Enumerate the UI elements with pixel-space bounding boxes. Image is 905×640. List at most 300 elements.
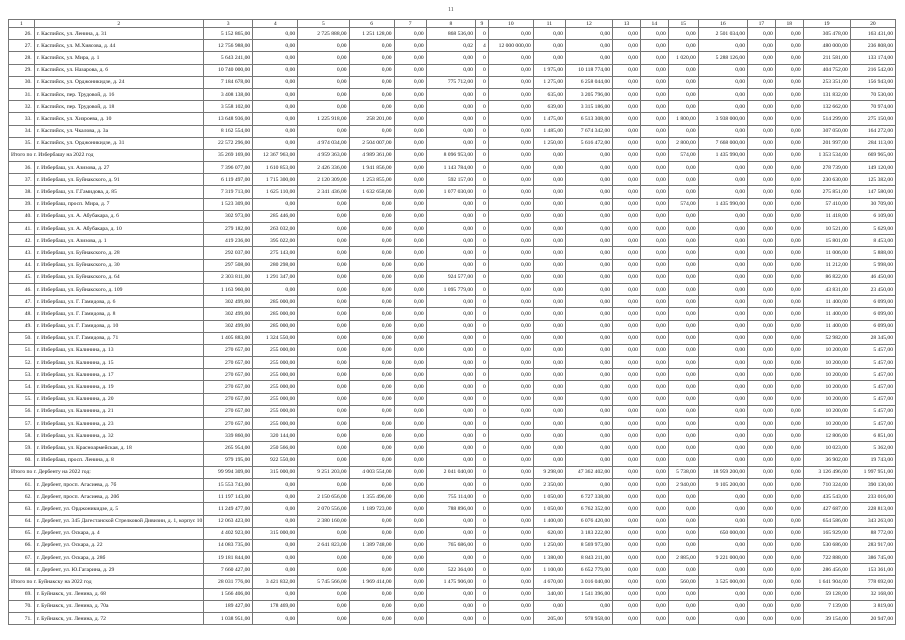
table-cell: 2 426 336,00 [298,162,349,174]
address-cell: г. Избербаш, ул. Буйнакского, д. 64 [34,271,203,283]
table-cell: 1 189 723,00 [349,503,394,515]
table-cell: 0,00 [298,564,349,576]
table-cell: 0 [475,76,488,88]
table-cell: 0,00 [640,539,668,551]
table-cell: 0,00 [698,393,747,405]
address-cell: г. Избербаш, ул. А. Абубакара, д. 6 [34,210,203,222]
table-cell: 0,00 [349,296,394,308]
table-cell: 0,00 [748,52,776,64]
table-cell: 28 345,00 [850,332,895,344]
table-cell: 0,00 [253,503,298,515]
address-cell: г. Избербаш, ул. Калинина, д. 32 [34,430,203,442]
table-cell: 0,00 [640,588,668,600]
table-cell: 0,00 [565,405,612,417]
table-cell: 0,00 [394,600,426,612]
table-cell: 0,00 [613,442,641,454]
table-cell: 0,00 [394,613,426,625]
address-cell: г. Избербаш, ул. Буйнакского, д. 109 [34,283,203,295]
table-cell: 165 929,00 [803,527,850,539]
table-cell: 0,00 [640,52,668,64]
table-cell: 0,00 [426,600,475,612]
table-cell: 0,00 [298,76,349,88]
table-cell: 8 569 973,00 [565,539,612,551]
table-cell: 0,00 [775,564,803,576]
table-cell: 0,00 [253,64,298,76]
table-cell: 0,00 [298,369,349,381]
table-cell: 4 959 363,00 [298,149,349,161]
table-cell: 0,00 [253,613,298,625]
table-cell: 57 410,00 [803,198,850,210]
column-number: 18 [775,20,803,28]
table-cell: 0,00 [488,466,533,478]
table-cell: 275 150,00 [850,113,895,125]
table-cell: 5 457,00 [850,393,895,405]
subtotal-label: Итого по г. Избербашу на 2022 год [9,149,204,161]
table-cell: 0 [475,576,488,588]
row-number: 62. [9,491,35,503]
table-cell: 0,00 [488,235,533,247]
table-cell: 1 353 534,00 [803,149,850,161]
table-cell: 0,00 [426,332,475,344]
table-cell: 0,00 [698,515,747,527]
table-cell: 0,00 [488,369,533,381]
table-cell: 0,00 [613,393,641,405]
table-cell: 0 [475,503,488,515]
table-cell: 149 120,00 [850,162,895,174]
address-cell: г. Каспийск, ул. Ленина, д. 31 [34,28,203,40]
table-cell: 0,00 [349,405,394,417]
table-row [9,235,896,247]
table-cell: 5 457,00 [850,405,895,417]
table-cell: 340,00 [533,588,565,600]
table-cell: 0 [475,113,488,125]
table-cell: 0 [475,247,488,259]
address-cell: г. Избербаш, ул. Азизова, д. 1 [34,235,203,247]
table-cell: 0,00 [775,478,803,490]
row-number: 65. [9,527,35,539]
table-cell: 0,00 [613,613,641,625]
table-cell: 0 [475,442,488,454]
table-cell: 270 657,00 [203,381,252,393]
table-cell: 0,00 [640,357,668,369]
table-cell: 0,00 [775,113,803,125]
table-cell: 0,00 [698,332,747,344]
row-number: 29. [9,64,35,76]
table-cell: 1 050,00 [533,503,565,515]
table-cell: 0,00 [565,186,612,198]
row-number: 35. [9,137,35,149]
table-cell: 0,00 [640,223,668,235]
table-cell: 0,00 [565,149,612,161]
table-cell: 0,00 [426,259,475,271]
table-cell: 0,00 [394,381,426,393]
table-cell: 255 000,00 [253,418,298,430]
table-cell: 0,00 [349,40,394,52]
table-cell: 13 648 936,00 [203,113,252,125]
table-cell: 0,00 [668,515,698,527]
table-row [9,442,896,454]
table-cell: 788 896,00 [426,503,475,515]
table-cell: 35 269 169,00 [203,149,252,161]
table-cell: 0,00 [748,588,776,600]
table-cell: 0,00 [394,271,426,283]
table-cell: 0,00 [565,344,612,356]
table-cell: 0,00 [533,52,565,64]
table-cell: 0,00 [394,198,426,210]
table-cell: 0,00 [775,381,803,393]
table-cell: 574,00 [668,149,698,161]
table-cell: 0,00 [394,478,426,490]
table-cell: 0,00 [394,88,426,100]
table-cell: 0,00 [426,515,475,527]
table-cell: 263 032,00 [253,223,298,235]
table-cell: 1 475 906,00 [426,576,475,588]
column-number: 9 [475,20,488,28]
table-cell: 0,00 [349,198,394,210]
table-cell: 270 657,00 [203,369,252,381]
table-cell: 4 402 923,00 [203,527,252,539]
table-cell: 0,00 [640,101,668,113]
column-number: 2 [34,20,203,28]
table-cell: 0,00 [426,64,475,76]
table-row [9,430,896,442]
table-cell: 0,00 [775,88,803,100]
table-cell: 0,00 [298,64,349,76]
table-cell: 0,00 [775,247,803,259]
table-cell: 0,00 [613,76,641,88]
row-number: 39. [9,198,35,210]
table-cell: 0,00 [775,308,803,320]
table-cell: 0,00 [565,271,612,283]
table-cell: 0,00 [668,405,698,417]
address-cell: г. Дербент, ул. 345 Дагестанской Стрелковой Дивизии, д. 1, корпус 10 [34,515,203,527]
row-number: 38. [9,186,35,198]
table-cell: 0,00 [488,613,533,625]
table-cell: 0,00 [426,52,475,64]
table-row [9,515,896,527]
table-cell: 0,00 [748,296,776,308]
table-cell: 0,00 [698,539,747,551]
table-row [9,564,896,576]
table-cell: 6 099,00 [850,296,895,308]
table-cell: 0,00 [698,503,747,515]
address-cell: г. Избербаш, ул. Калинина, д. 20 [34,393,203,405]
table-cell: 0,00 [640,613,668,625]
table-cell: 0,00 [426,198,475,210]
row-number: 58. [9,430,35,442]
table-cell: 1 975,00 [533,64,565,76]
table-cell: 6 119 497,00 [203,174,252,186]
row-number: 43. [9,247,35,259]
table-cell: 0,00 [748,527,776,539]
table-cell: 0,00 [533,308,565,320]
table-cell: 0,00 [488,430,533,442]
table-row [9,491,896,503]
table-cell: 1 566 406,00 [203,588,252,600]
row-number: 28. [9,52,35,64]
table-cell: 0,00 [488,259,533,271]
table-cell: 0,00 [613,296,641,308]
table-cell: 0,00 [488,113,533,125]
table-cell: 0,00 [698,174,747,186]
table-cell: 0,00 [775,28,803,40]
table-cell: 0,00 [775,64,803,76]
table-cell: 0,00 [565,283,612,295]
table-cell: 0,00 [488,332,533,344]
column-number: 13 [613,20,641,28]
table-row [9,174,896,186]
table-cell: 0,00 [394,223,426,235]
address-cell: г. Буйнакск, ул. Ленина, д. 68 [34,588,203,600]
column-number: 7 [394,20,426,28]
table-cell: 6 258 044,00 [565,76,612,88]
address-cell: г. Избербаш, ул. Калинина, д. 13 [34,344,203,356]
address-cell: г. Каспийск, ул. М.Хиясова, д. 44 [34,40,203,52]
table-row [9,186,896,198]
table-cell: 0,00 [394,40,426,52]
table-cell: 0,00 [349,88,394,100]
column-number: 3 [203,20,252,28]
table-cell: 404 752,00 [803,64,850,76]
table-cell: 0,00 [748,478,776,490]
table-cell: 0 [475,162,488,174]
table-cell: 0,00 [565,28,612,40]
table-cell: 0,00 [533,247,565,259]
table-cell: 0,00 [613,235,641,247]
table-cell: 0,00 [613,320,641,332]
table-cell: 0,00 [488,137,533,149]
table-cell: 0,00 [775,503,803,515]
table-cell: 7 674 342,00 [565,125,612,137]
table-cell: 0,00 [775,357,803,369]
table-cell: 0 [475,320,488,332]
row-number: 48. [9,308,35,320]
table-cell: 6 076 420,00 [565,515,612,527]
table-cell: 0,00 [253,125,298,137]
table-cell: 0,00 [394,332,426,344]
table-cell: 5 288 126,00 [698,52,747,64]
table-cell: 153 361,00 [850,564,895,576]
table-cell: 253 351,00 [803,76,850,88]
table-cell: 979 195,00 [203,454,252,466]
table-cell: 0,00 [613,369,641,381]
table-cell: 0 [475,137,488,149]
table-cell: 639,00 [533,101,565,113]
table-cell: 164 272,00 [850,125,895,137]
table-cell: 0,00 [775,296,803,308]
table-cell: 15 553 743,00 [203,478,252,490]
table-row [9,332,896,344]
table-cell: 0,00 [613,137,641,149]
row-number: 34. [9,125,35,137]
table-cell: 0 [475,198,488,210]
table-cell: 0,00 [640,76,668,88]
table-cell: 0,00 [613,588,641,600]
table-cell: 0,00 [394,259,426,271]
table-cell: 0,00 [613,198,641,210]
table-cell: 4 670,00 [533,576,565,588]
table-cell: 0,00 [668,40,698,52]
table-cell: 0,00 [668,88,698,100]
table-cell: 0,00 [748,223,776,235]
table-cell: 0,00 [698,64,747,76]
table-cell: 0,00 [533,174,565,186]
table-cell: 775 712,00 [426,76,475,88]
table-cell: 0,00 [298,271,349,283]
table-cell: 0,00 [488,405,533,417]
table-cell: 0 [475,28,488,40]
table-cell: 0,00 [533,223,565,235]
table-cell: 5 745 566,00 [298,576,349,588]
table-cell: 0,00 [349,515,394,527]
table-cell: 0,00 [298,210,349,222]
table-cell: 1 100,00 [533,564,565,576]
table-cell: 0 [475,174,488,186]
table-cell: 15 801,00 [803,235,850,247]
table-cell: 0,00 [640,88,668,100]
table-row [9,296,896,308]
table-cell: 43 831,00 [803,283,850,295]
table-cell: 0,00 [253,137,298,149]
table-row [9,369,896,381]
table-cell: 0,00 [533,235,565,247]
table-row [9,393,896,405]
table-cell: 0,00 [748,271,776,283]
table-cell: 6 762 352,00 [565,503,612,515]
table-cell: 5 457,00 [850,344,895,356]
row-number: 47. [9,296,35,308]
table-cell: 0,00 [533,600,565,612]
table-cell: 1 225 918,00 [298,113,349,125]
table-cell: 285 000,00 [253,308,298,320]
table-cell: 0,00 [349,259,394,271]
table-cell: 0,00 [698,454,747,466]
table-cell: 419 236,00 [203,235,252,247]
table-cell: 9 221 000,00 [698,552,747,564]
table-cell: 10 200,00 [803,369,850,381]
address-cell: г. Избербаш, ул. Буйнакского, д. 91 [34,174,203,186]
column-number: 10 [488,20,533,28]
table-cell: 0,00 [349,393,394,405]
table-cell: 0,00 [668,442,698,454]
address-cell: г. Каспийск, ул. Мира, д. 1 [34,52,203,64]
table-cell: 0,00 [488,149,533,161]
table-cell: 480 000,00 [803,40,850,52]
table-cell: 0,00 [565,442,612,454]
table-cell: 0,00 [298,454,349,466]
table-cell: 0,00 [775,332,803,344]
table-cell: 0,00 [640,283,668,295]
row-number: 27. [9,40,35,52]
table-cell: 0,00 [488,283,533,295]
table-cell: 0,00 [349,357,394,369]
table-cell: 0,00 [488,503,533,515]
table-cell: 211 581,00 [803,52,850,64]
table-cell: 0,00 [488,308,533,320]
table-cell: 0,00 [426,405,475,417]
table-cell: 0,00 [748,198,776,210]
table-cell: 0,00 [613,381,641,393]
table-cell: 0,00 [426,527,475,539]
table-cell: 0,00 [775,454,803,466]
table-cell: 0,00 [775,271,803,283]
table-cell: 285 000,00 [253,320,298,332]
table-cell: 0,00 [394,564,426,576]
table-cell: 710 324,00 [803,478,850,490]
row-number: 53. [9,369,35,381]
table-cell: 0,00 [640,186,668,198]
table-cell: 0,00 [426,478,475,490]
table-cell: 0,00 [426,588,475,600]
table-cell: 1 405 883,00 [203,332,252,344]
table-cell: 0,00 [748,101,776,113]
table-cell: 0,00 [565,40,612,52]
table-row [9,259,896,271]
column-number: 16 [698,20,747,28]
table-cell: 0,00 [488,588,533,600]
table-cell: 22 572 296,00 [203,137,252,149]
table-cell: 1 435 990,00 [698,149,747,161]
column-number: 5 [298,20,349,28]
table-cell: 0,00 [565,247,612,259]
table-cell: 0,00 [426,613,475,625]
table-cell: 11 006,00 [803,247,850,259]
table-cell: 0,00 [488,527,533,539]
table-cell: 0,00 [748,564,776,576]
table-cell: 0,00 [533,369,565,381]
table-cell: 0 [475,418,488,430]
table-cell: 0,00 [488,28,533,40]
table-cell: 147 580,00 [850,186,895,198]
table-cell: 0,00 [668,210,698,222]
address-cell: г. Избербаш, ул. Буйнакского, д. 30 [34,259,203,271]
table-cell: 0,00 [394,503,426,515]
table-cell: 0,00 [349,564,394,576]
table-row [9,344,896,356]
table-cell: 0,00 [613,186,641,198]
row-number: 33. [9,113,35,125]
table-row [9,40,896,52]
table-cell: 0,00 [533,320,565,332]
table-cell: 0,00 [613,271,641,283]
table-cell: 0,00 [775,613,803,625]
table-cell: 0,00 [698,296,747,308]
table-cell: 0,00 [426,320,475,332]
row-number: 52. [9,357,35,369]
table-cell: 0,00 [394,113,426,125]
row-number: 56. [9,405,35,417]
table-cell: 0,00 [640,344,668,356]
table-cell: 0,00 [426,430,475,442]
table-cell: 343 263,00 [850,515,895,527]
column-number: 15 [668,20,698,28]
table-cell: 1 715 300,00 [253,174,298,186]
table-cell: 255 000,00 [253,405,298,417]
table-cell: 0,00 [298,442,349,454]
column-number: 8 [426,20,475,28]
table-cell: 1 250,00 [533,137,565,149]
table-cell: 978 958,00 [565,613,612,625]
table-cell: 7 184 678,00 [203,76,252,88]
table-cell: 0 [475,88,488,100]
table-cell: 924 577,00 [426,271,475,283]
table-cell: 0,00 [349,271,394,283]
table-cell: 0,00 [349,76,394,88]
table-cell: 0,00 [748,442,776,454]
table-cell: 0,00 [426,308,475,320]
table-cell: 0,00 [613,576,641,588]
table-cell: 86 822,00 [803,271,850,283]
